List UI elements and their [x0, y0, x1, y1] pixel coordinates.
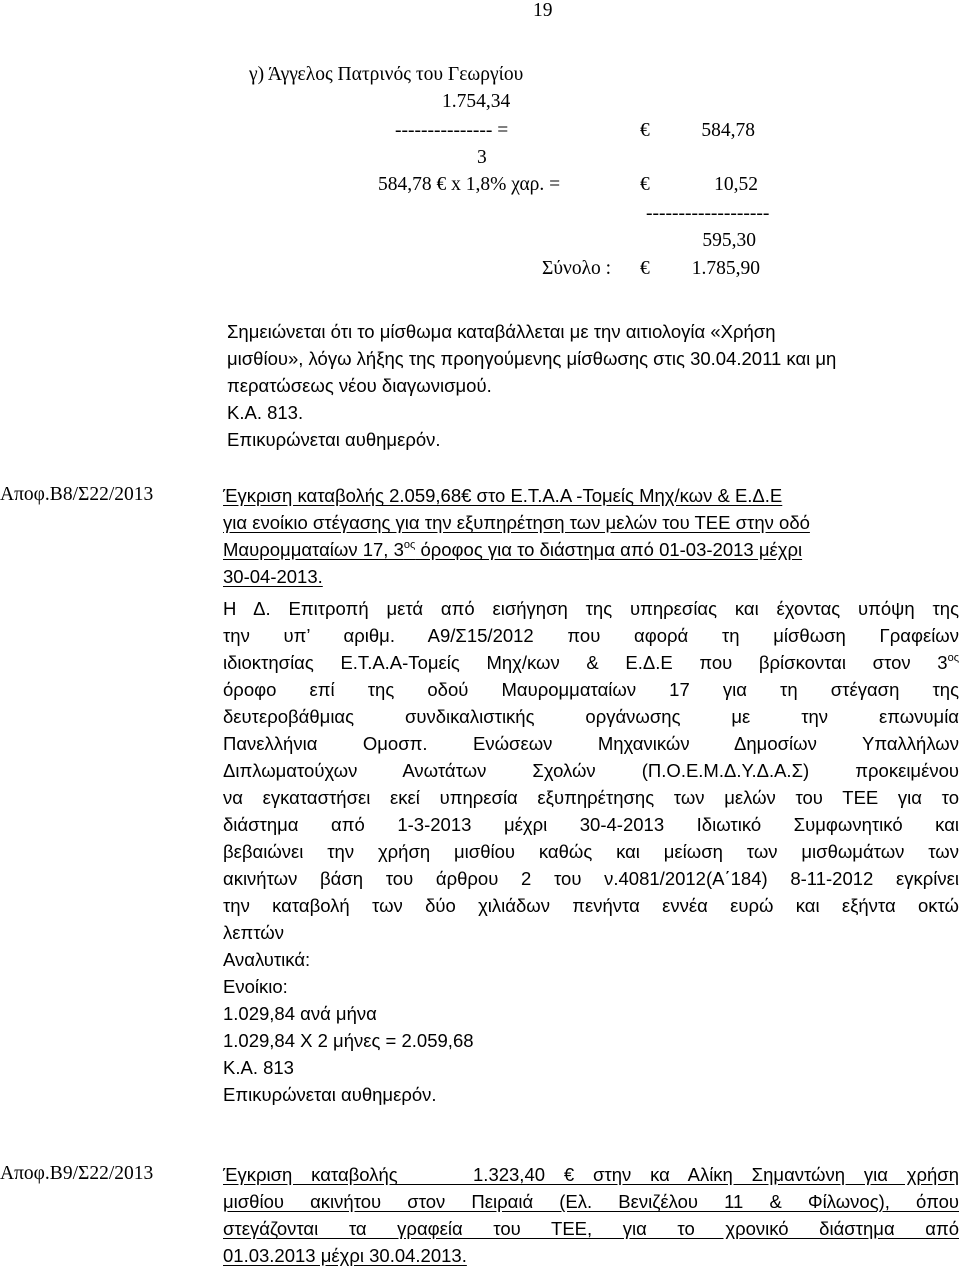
title-line: 01.03.2013 μέχρι 30.04.2013. — [223, 1245, 467, 1266]
body-line: 1.029,84 Χ 2 μήνες = 2.059,68 — [223, 1030, 474, 1051]
body-line: ακινήτων βάση του άρθρου 2 του ν.4081/2012(Α΄184) 8-11-2012 εγκρίνει — [223, 868, 959, 889]
page-number: 19 — [533, 0, 553, 21]
body-line: Κ.Α. 813 — [223, 1057, 294, 1078]
fraction-line: --------------- = — [395, 120, 509, 141]
note-line: Επικυρώνεται αυθημερόν. — [227, 429, 441, 450]
decision-b9-title — [223, 1161, 959, 1269]
body-line: Πανελλήνια Ομοσπ. Ενώσεων Μηχανικών Δημοσίων Υπαλλήλων — [223, 733, 959, 754]
numerator: 1.754,34 — [442, 91, 511, 112]
title-line: Μαυρομματαίων 17, $3^{o\varsigma}$ όροφος για το διάστημα από 01-03-2013 μέχρι — [223, 539, 803, 560]
percent-value: 10,52 — [714, 174, 758, 195]
body-line: βεβαιώνει την χρήση μισθίου καθώς και μείωση των μισθωμάτων των — [223, 841, 959, 862]
body-line: όροφο επί της οδού Μαυρομματαίων 17 για τη στέγαση της — [223, 679, 959, 700]
body-line: 1.029,84 ανά μήνα — [223, 1003, 377, 1024]
result-value: 584,78 — [701, 120, 755, 141]
body-line: δευτεροβάθμιας συνδικαλιστικής οργάνωσης με την επωνυμία — [223, 706, 959, 727]
title-line: στεγάζονται τα γραφεία του ΤΕΕ, για το χρονικό διάστημα από — [223, 1218, 959, 1239]
note-paragraph — [227, 318, 955, 453]
ordinal-suffix: ος — [947, 652, 959, 664]
body-line: Διπλωματούχων Ανωτάτων Σχολών (Π.Ο.Ε.Μ.Δ.Υ.Δ.Α.Σ) προκειμένου — [223, 760, 959, 781]
title-line: 30-04-2013. — [223, 566, 323, 587]
ordinal-suffix: ος — [403, 539, 416, 551]
note-line: Κ.Α. 813. — [227, 402, 304, 423]
title-line: για ενοίκιο στέγασης για την εξυπηρέτηση των μελών του ΤΕΕ στην οδό — [223, 512, 810, 533]
body-line: λεπτών — [223, 922, 285, 943]
body-line: την καταβολή των δύο χιλιάδων πενήντα εννέα ευρώ και εξήντα οκτώ — [223, 895, 959, 916]
percent-line: 584,78 € x 1,8% χαρ. = — [378, 174, 561, 195]
body-line: την υπ’ αριθμ. Α9/Σ15/2012 που αφορά τη μίσθωση Γραφείων — [223, 625, 959, 646]
body-line: Επικυρώνεται αυθημερόν. — [223, 1084, 437, 1105]
beneficiary-name: γ) Άγγελος Πατρινός του Γεωργίου — [249, 64, 524, 85]
euro-sign: € — [640, 174, 650, 195]
body-line: Η Δ. Επιτροπή μετά από εισήγηση της υπηρεσίας και έχοντας υπόψη της — [223, 598, 959, 619]
body-line: ιδιοκτησίας Ε.Τ.Α.Α-Τομείς Μηχ/κων & Ε.Δ.Ε που βρίσκονται στον $3^{o\varsigma}$ — [223, 652, 959, 673]
body-line: Ενοίκιο: — [223, 976, 288, 997]
euro-sign: € — [640, 258, 650, 279]
title-line: Έγκριση καταβολής 1.323,40 € στην κα Αλίκη Σημαντώνη για χρήση — [223, 1164, 959, 1185]
title-line: Έγκριση καταβολής 2.059,68€ στο Ε.Τ.Α.Α -Τομείς Μηχ/κων & Ε.Δ.Ε — [223, 485, 783, 506]
note-line: Σημειώνεται ότι το μίσθωμα καταβάλλεται με την αιτιολογία «Χρήση — [227, 321, 776, 342]
body-line: Αναλυτικά: — [223, 949, 311, 970]
total-value: 1.785,90 — [691, 258, 760, 279]
decision-b8-body — [223, 595, 959, 1108]
total-label: Σύνολο : — [542, 258, 612, 279]
decision-ref: Αποφ.Β8/Σ22/2013 — [0, 484, 154, 505]
note-line: μισθίου», λόγω λήξης της προηγούμενης μίσθωσης στις 30.04.2011 και μη — [227, 348, 837, 369]
euro-sign: € — [640, 120, 650, 141]
dash-line: ------------------- — [646, 203, 770, 224]
decision-ref: Αποφ.Β9/Σ22/2013 — [0, 1163, 154, 1184]
body-line: διάστημα από 1-3-2013 μέχρι 30-4-2013 Ιδιωτικό Συμφωνητικό και — [223, 814, 959, 835]
decision-b8-title — [223, 482, 959, 590]
title-line: μισθίου ακινήτου στον Πειραιά (Ελ. Βενιζέλου 11 & Φίλωνος), όπου — [223, 1191, 959, 1212]
denominator: 3 — [477, 147, 487, 168]
body-line: να εγκαταστήσει εκεί υπηρεσία εξυπηρέτησης των μελών του ΤΕΕ για το — [223, 787, 959, 808]
subtotal-value: 595,30 — [702, 230, 756, 251]
note-line: περατώσεως νέου διαγωνισμού. — [227, 375, 492, 396]
